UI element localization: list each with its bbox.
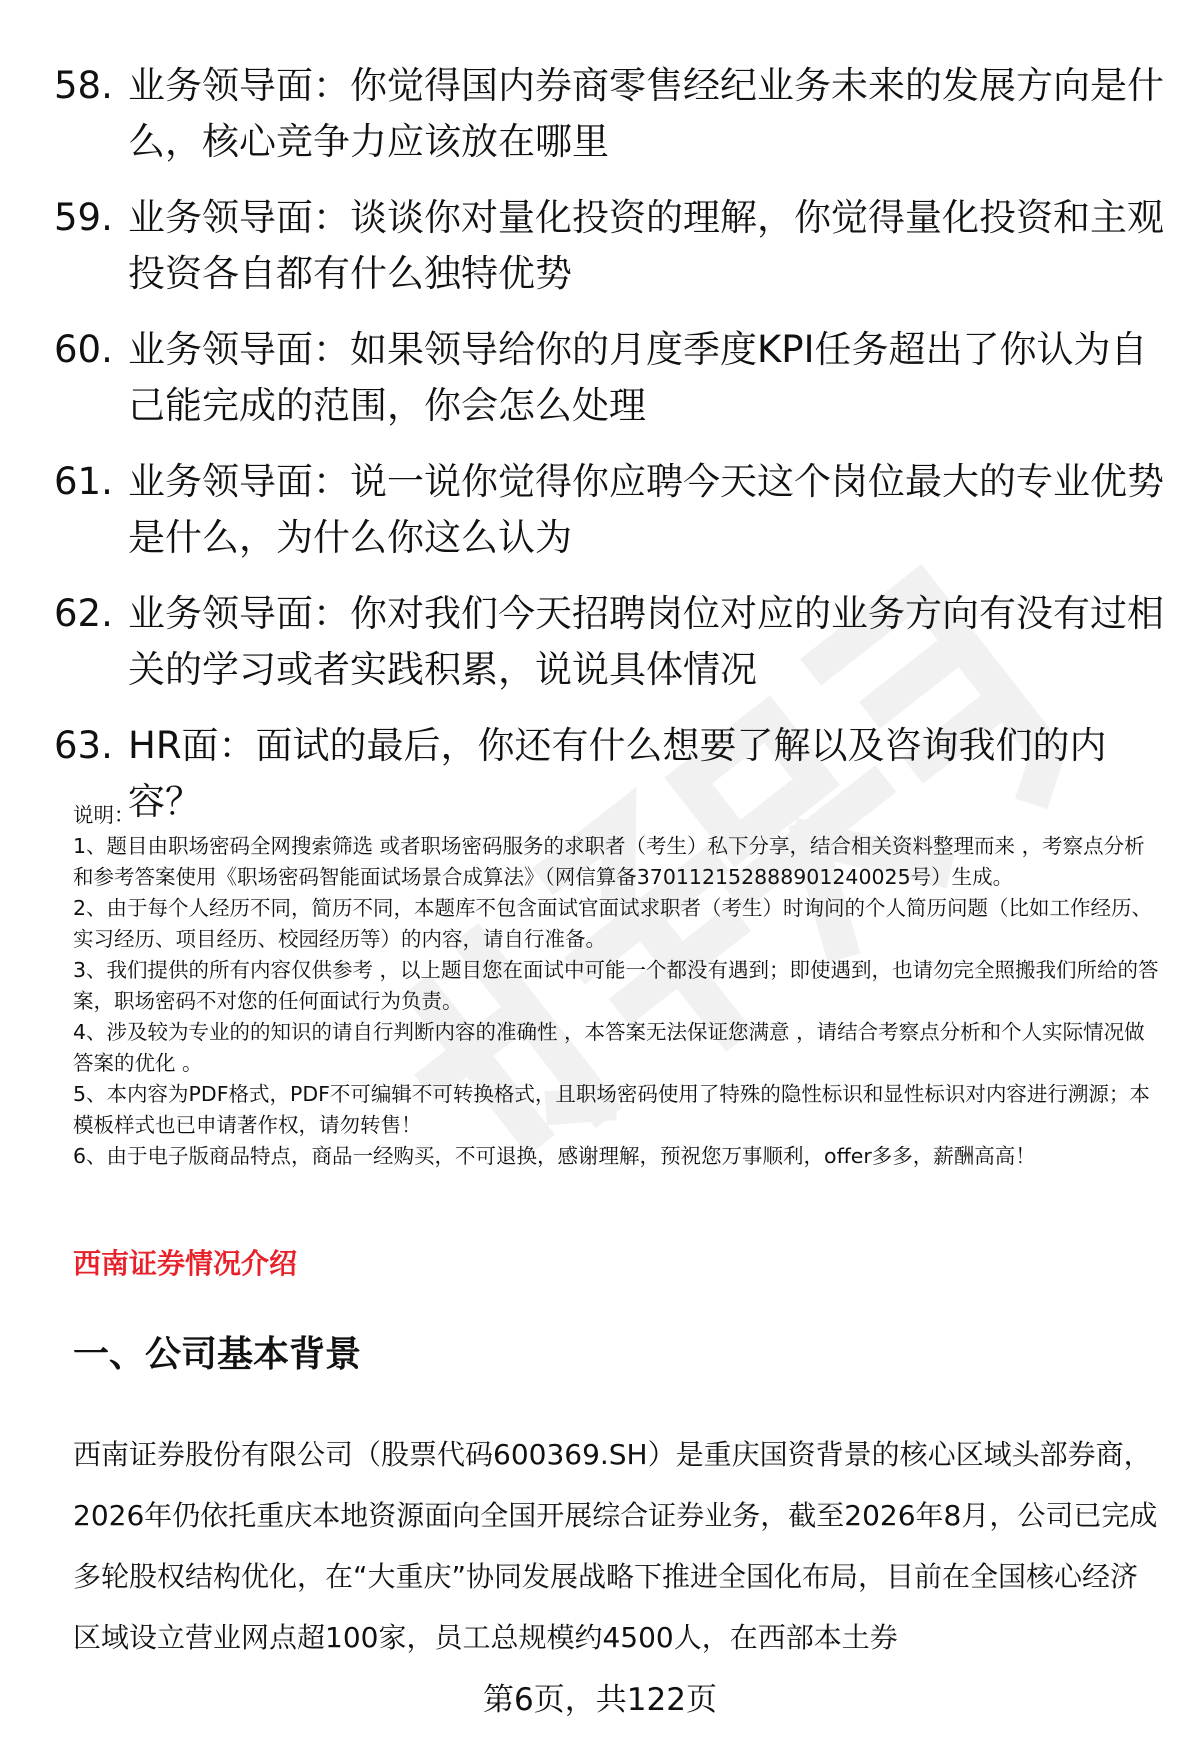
- question-item: [54, 454, 1164, 566]
- question-item: [54, 586, 1164, 698]
- question-text: 业务领导面：你觉得国内券商零售经纪业务未来的发展方向是什么，核心竞争力应该放在哪里: [128, 64, 1164, 163]
- note-item: 1、题目由职场密码全网搜索筛选 或者职场密码服务的求职者（考生）私下分享，结合相关资料整理而来 ，考察点分析和参考答案使用《职场密码智能面试场景合成算法》（网信算备370112152888901240025号）生成。: [73, 834, 1145, 889]
- notes-heading: 说明：: [73, 803, 135, 827]
- question-number: 60.: [54, 328, 113, 371]
- question-item: [54, 190, 1164, 302]
- disclaimer-notes: [73, 800, 1163, 1172]
- question-text: 业务领导面：如果领导给你的月度季度KPI任务超出了你认为自己能完成的范围，你会怎么处理: [128, 328, 1148, 427]
- note-item: 3、我们提供的所有内容仅供参考 ，以上题目您在面试中可能一个都没有遇到；即使遇到，也请勿完全照搬我们所给的答案，职场密码不对您的任何面试行为负责。: [73, 958, 1159, 1013]
- question-text: 业务领导面：说一说你觉得你应聘今天这个岗位最大的专业优势是什么，为什么你这么认为: [128, 460, 1164, 559]
- question-item: [54, 58, 1164, 170]
- question-number: 62.: [54, 592, 113, 635]
- body-paragraph: 西南证券股份有限公司（股票代码600369.SH）是重庆国资背景的核心区域头部券商，2026年仍依托重庆本地资源面向全国开展综合证券业务，截至2026年8月，公司已完成多轮股权结构优化，在“大重庆”协同发展战略下推进全国化布局，目前在全国核心经济区域设立营业网点超100家，员工总规模约4500人，在西部本土券: [73, 1438, 1158, 1654]
- question-number: 61.: [54, 460, 113, 503]
- question-item: [54, 322, 1164, 434]
- question-number: 58.: [54, 64, 113, 107]
- company-intro-title: 西南证券情况介绍: [73, 1247, 298, 1280]
- note-item: 5、本内容为PDF格式，PDF不可编辑不可转换格式，且职场密码使用了特殊的隐性标识和显性标识对内容进行溯源；本模板样式也已申请著作权，请勿转售！: [73, 1082, 1150, 1137]
- question-text: 业务领导面：你对我们今天招聘岗位对应的业务方向有没有过相关的学习或者实践积累，说说具体情况: [128, 592, 1164, 691]
- question-list: [54, 58, 1164, 850]
- page-footer: 第6页，共122页: [483, 1682, 717, 1718]
- question-number: 59.: [54, 196, 113, 239]
- question-text: 业务领导面：谈谈你对量化投资的理解，你觉得量化投资和主观投资各自都有什么独特优势: [128, 196, 1164, 295]
- note-item: 4、涉及较为专业的的知识的请自行判断内容的准确性 ，本答案无法保证您满意 ，请结合考察点分析和个人实际情况做答案的优化 。: [73, 1020, 1145, 1075]
- question-number: 63.: [54, 724, 113, 767]
- note-item: 2、由于每个人经历不同，简历不同，本题库不包含面试官面试求职者（考生）时询问的个人简历问题（比如工作经历、实习经历、项目经历、校园经历等）的内容，请自行准备。: [73, 896, 1153, 951]
- note-item: 6、由于电子版商品特点，商品一经购买，不可退换，感谢理解，预祝您万事顺利，offer多多，薪酬高高！: [73, 1144, 1036, 1168]
- question-text: HR面：面试的最后，你还有什么想要了解以及咨询我们的内容？: [128, 724, 1107, 823]
- section-heading: 一、公司基本背景: [73, 1334, 362, 1375]
